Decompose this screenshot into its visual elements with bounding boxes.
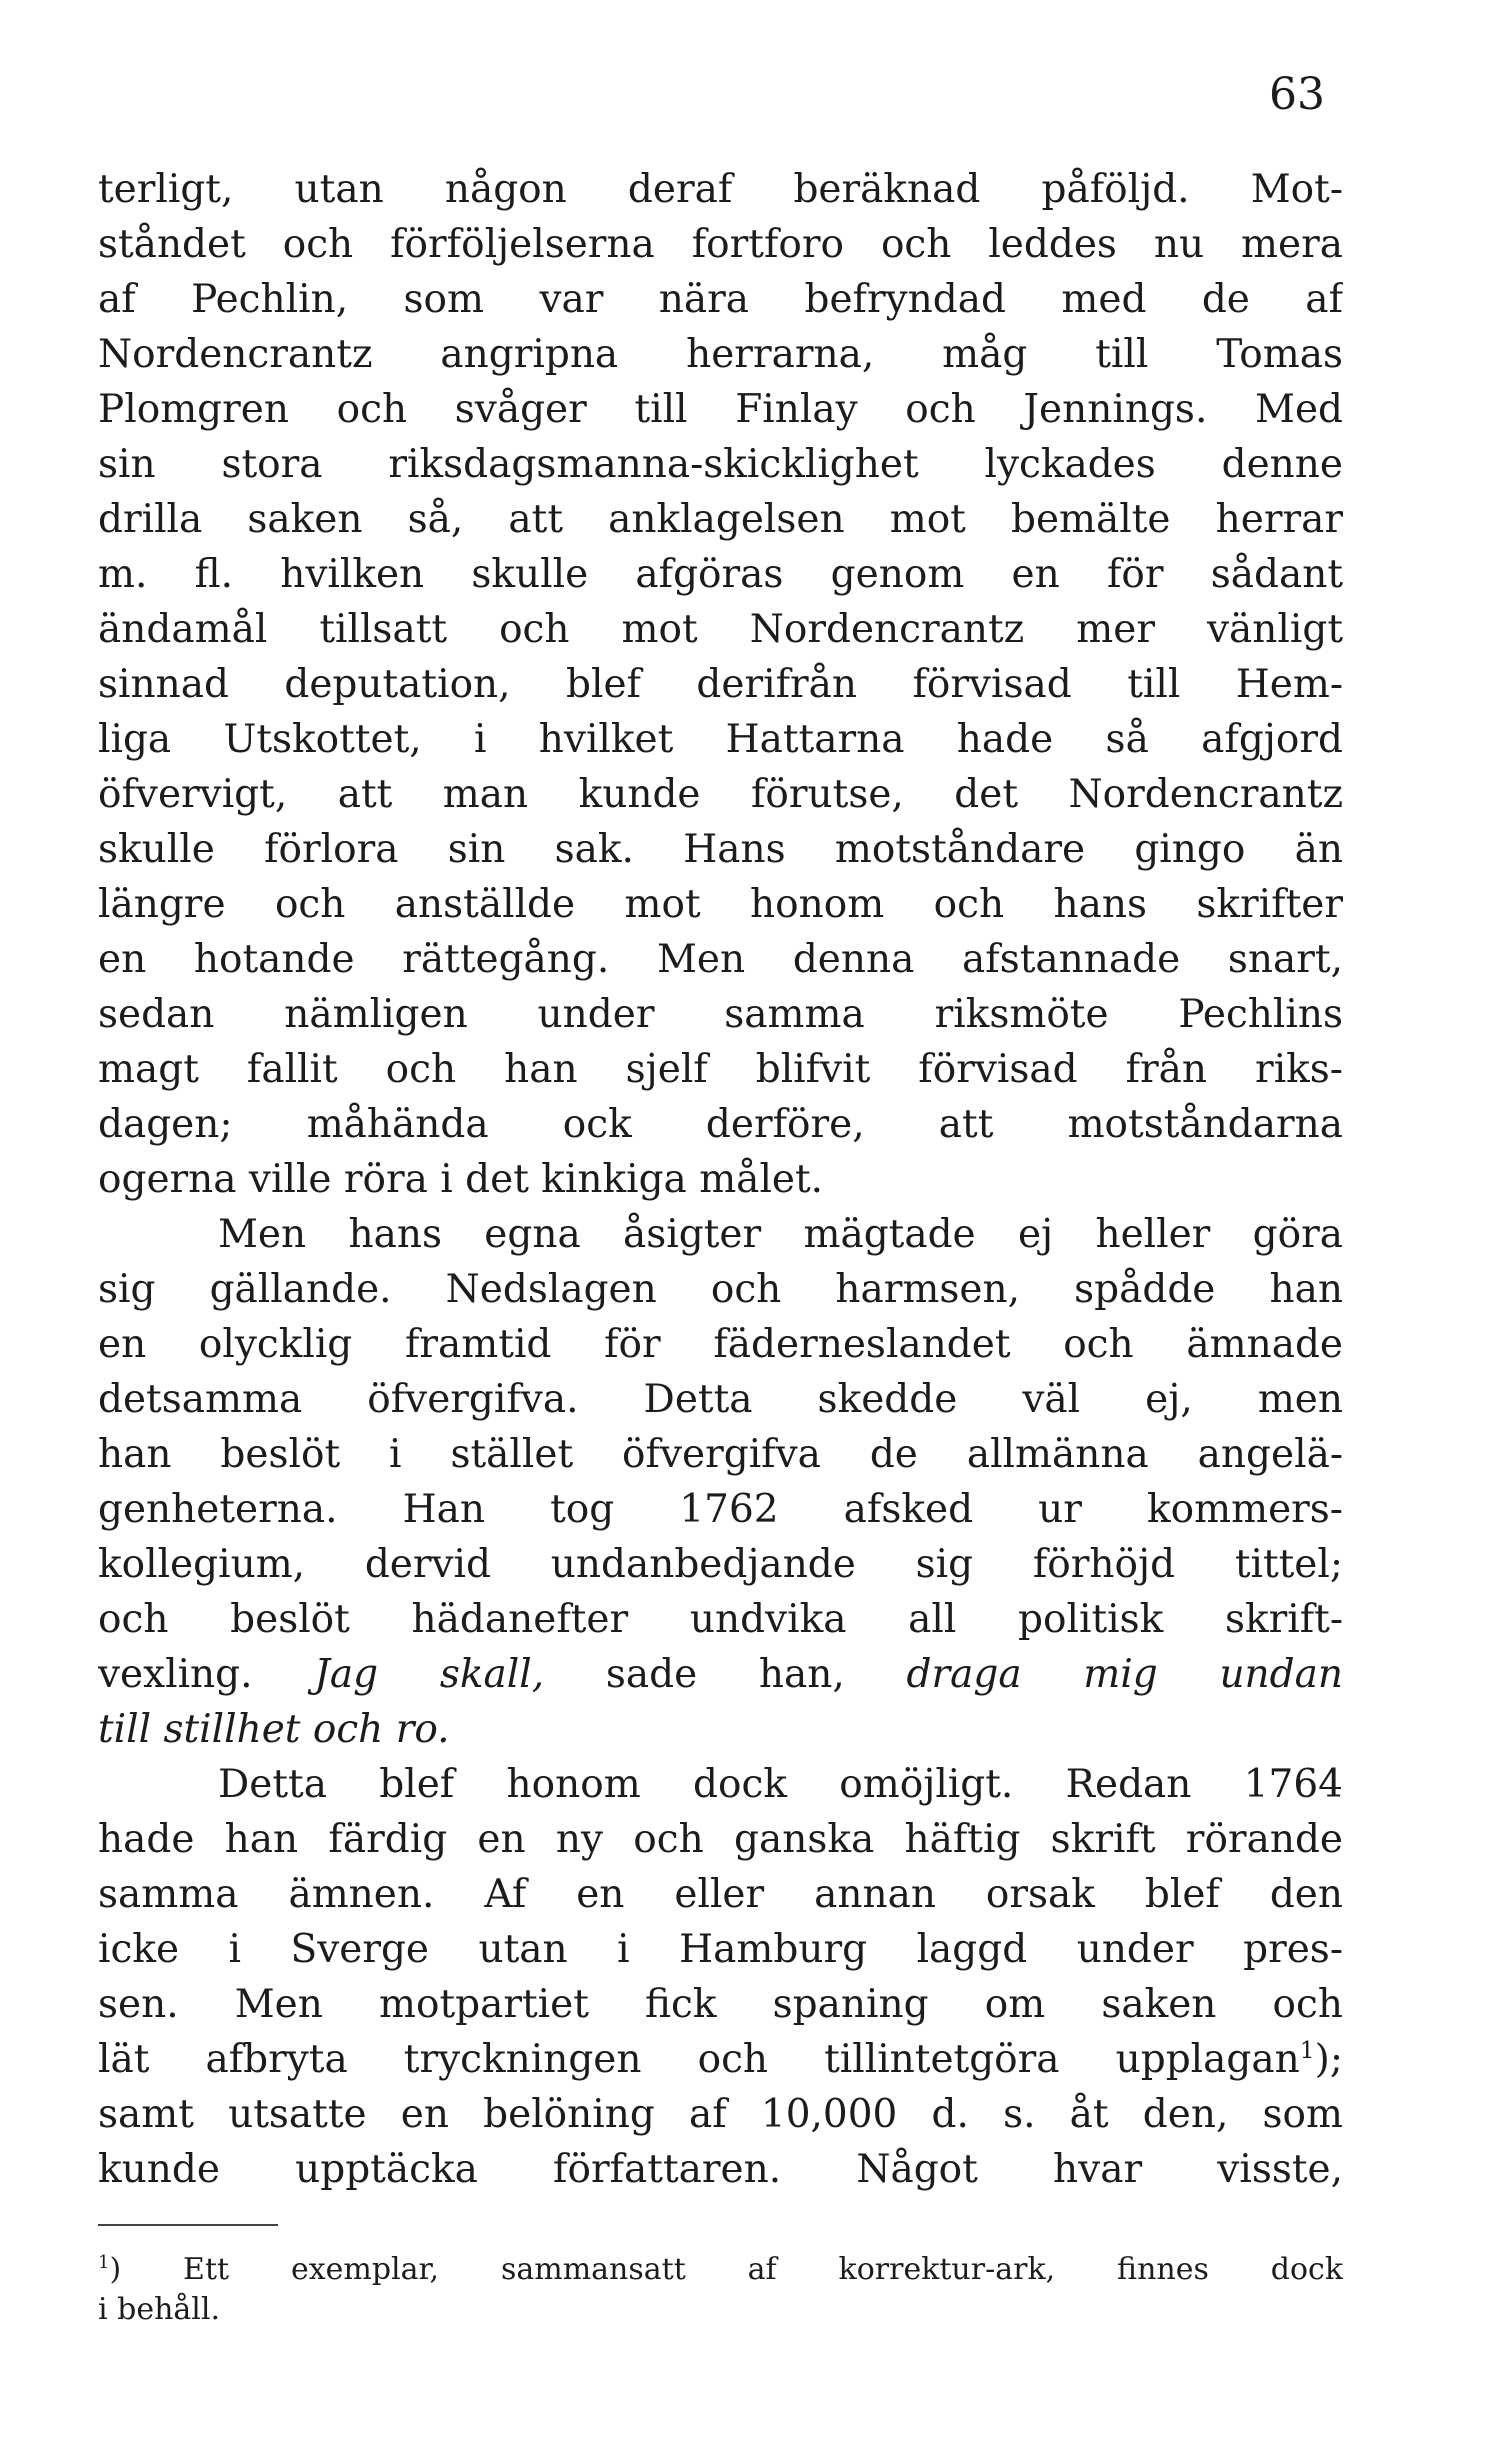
footnote-divider [98, 2224, 278, 2226]
text-span: lät afbryta tryckningen och tillintetgöra upplagan [98, 2037, 1300, 2082]
footnote [98, 2250, 1343, 2330]
text-line: en hotande rättegång. Men denna afstannade snart, [98, 937, 1343, 982]
text-line: Detta blef honom dock omöjligt. Redan 1764 [218, 1762, 1343, 1807]
text-line: sedan nämligen under samma riksmöte Pechlins [98, 992, 1343, 1037]
footnote-reference: 1 [1299, 2036, 1315, 2064]
italic-quote: Jag skall, [314, 1652, 545, 1697]
text-line: dagen; måhända ock derföre, att motståndarna [98, 1102, 1343, 1147]
text-line: och beslöt hädanefter undvika all politisk skrift- [98, 1597, 1343, 1642]
text-line: längre och anställde mot honom och hans skrifter [98, 882, 1343, 927]
text-line: kollegium, dervid undanbedjande sig förhöjd tittel; [98, 1542, 1343, 1587]
text-line: hade han färdig en ny och ganska häftig skrift rörande [98, 1817, 1343, 1862]
text-line: sig gällande. Nedslagen och harmsen, spådde han [98, 1267, 1343, 1312]
text-line-with-footnote [98, 2032, 1343, 2087]
text-line: skulle förlora sin sak. Hans motståndare gingo än [98, 827, 1343, 872]
text-span: sade han, [605, 1652, 845, 1697]
text-line: Plomgren och svåger till Finlay och Jennings. Med [98, 387, 1343, 432]
text-line: Men hans egna åsigter mägtade ej heller göra [218, 1212, 1343, 1257]
text-line: ståndet och förföljelserna fortforo och leddes nu mera [98, 222, 1343, 267]
text-line: magt fallit och han sjelf blifvit förvisad från riks- [98, 1047, 1343, 1092]
text-line: sin stora riksdagsmanna-skicklighet lyckades denne [98, 442, 1343, 487]
text-line: terligt, utan någon deraf beräknad påföljd. Mot- [98, 167, 1343, 212]
text-span: ); [1314, 2037, 1343, 2082]
text-line: detsamma öfvergifva. Detta skedde väl ej, men [98, 1377, 1343, 1422]
italic-quote: draga mig undan [906, 1652, 1343, 1697]
text-line: icke i Sverge utan i Hamburg laggd under pres- [98, 1927, 1343, 1972]
text-line: liga Utskottet, i hvilket Hattarna hade så afgjord [98, 717, 1343, 762]
text-line: drilla saken så, att anklagelsen mot bemälte herrar [98, 497, 1343, 542]
text-line: samma ämnen. Af en eller annan orsak blef den [98, 1872, 1343, 1917]
text-line: m. fl. hvilken skulle afgöras genom en för sådant [98, 552, 1343, 597]
text-line: han beslöt i stället öfvergifva de allmänna angelä- [98, 1432, 1343, 1477]
footnote-line [98, 2250, 1343, 2290]
text-line-mixed [98, 1647, 1343, 1702]
text-line: Nordencrantz angripna herrarna, måg till Tomas [98, 332, 1343, 377]
body-text [98, 162, 1343, 2197]
text-line: en olycklig framtid för fäderneslandet och ämnade [98, 1322, 1343, 1367]
text-line: sen. Men motpartiet fick spaning om saken och [98, 1982, 1343, 2027]
text-line: ogerna ville röra i det kinkiga målet. [98, 1157, 824, 1202]
text-line: ändamål tillsatt och mot Nordencrantz mer vänligt [98, 607, 1343, 652]
footnote-line: i behåll. [98, 2292, 221, 2327]
text-line: genheterna. Han tog 1762 afsked ur kommers- [98, 1487, 1343, 1532]
text-line: öfvervigt, att man kunde förutse, det Nordencrantz [98, 772, 1343, 817]
footnote-marker: 1 [98, 2252, 110, 2273]
footnote-text: ) Ett exemplar, sammansatt af korrektur-ark, finnes dock [109, 2252, 1343, 2287]
text-line: sinnad deputation, blef derifrån förvisad till Hem- [98, 662, 1343, 707]
text-span: vexling. [98, 1652, 253, 1697]
italic-quote-line: till stillhet och ro. [98, 1707, 450, 1752]
text-line: af Pechlin, som var nära befryndad med de af [98, 277, 1343, 322]
text-line: samt utsatte en belöning af 10,000 d. s. åt den, som [98, 2092, 1343, 2137]
text-line: kunde upptäcka författaren. Något hvar visste, [98, 2147, 1343, 2192]
page-number: 63 [1269, 69, 1325, 120]
